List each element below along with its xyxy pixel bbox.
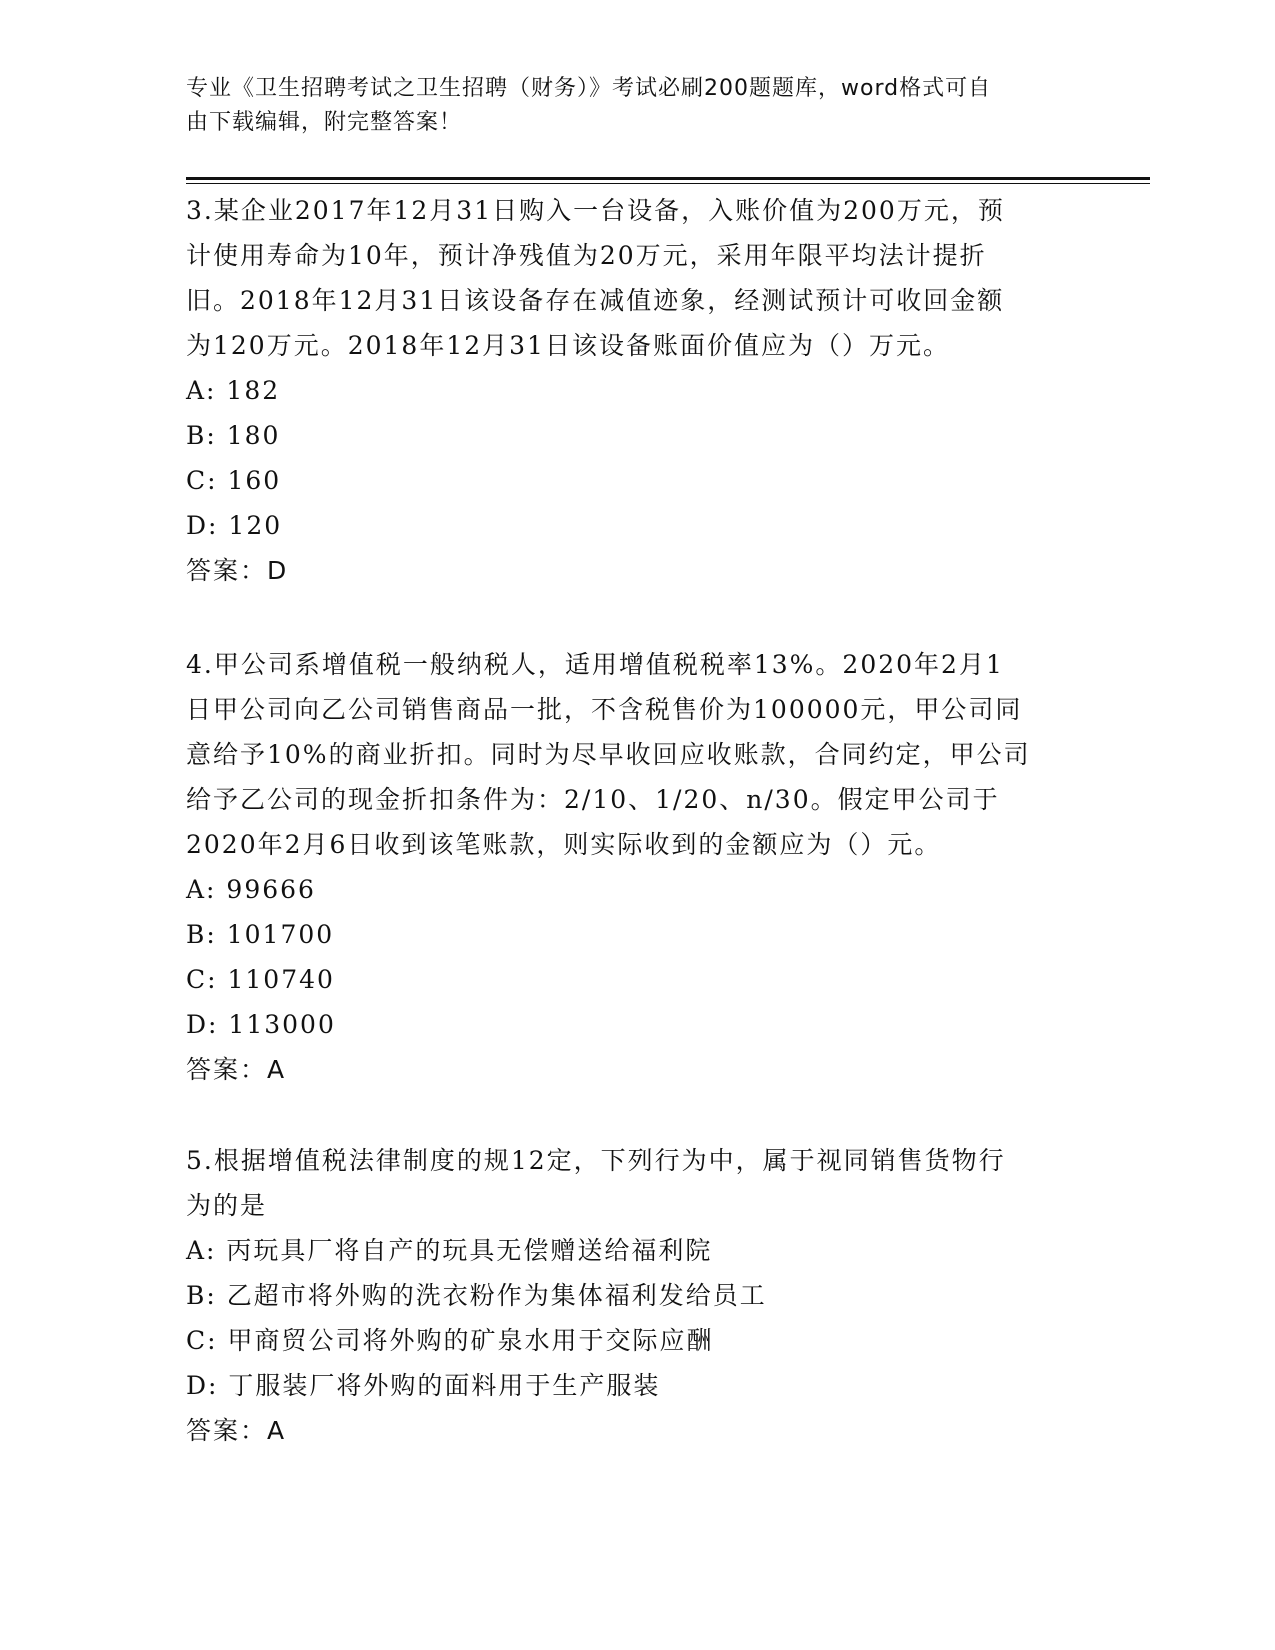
question-3 (186, 188, 1086, 593)
question-3-option-d: D: 120 (186, 511, 283, 540)
question-3-line-2: 计使用寿命为10年，预计净残值为20万元，采用年限平均法计提折 (186, 241, 987, 270)
question-5-answer: 答案：A (186, 1416, 287, 1445)
question-5-option-c: C: 甲商贸公司将外购的矿泉水用于交际应酬 (186, 1326, 714, 1355)
header-line-1: 专业《卫生招聘考试之卫生招聘（财务）》考试必刷200题题库，word格式可自 (186, 76, 992, 101)
question-4-option-a: A: 99666 (186, 875, 316, 904)
question-3-line-4: 为120万元。2018年12月31日该设备账面价值应为（）万元。 (186, 331, 950, 360)
question-3-option-b: B: 180 (186, 421, 281, 450)
question-4-option-d: D: 113000 (186, 1010, 336, 1039)
question-4-answer: 答案：A (186, 1055, 287, 1084)
question-3-answer: 答案：D (186, 556, 289, 585)
question-5-line-2: 为的是 (186, 1191, 268, 1220)
header-divider-thin (186, 183, 1150, 184)
question-4-option-c: C: 110740 (186, 965, 335, 994)
question-4-line-1: 4.甲公司系增值税一般纳税人，适用增值税税率13%。2020年2月1 (186, 650, 1004, 679)
question-5-line-1: 5.根据增值税法律制度的规12定，下列行为中，属于视同销售货物行 (186, 1146, 1006, 1175)
question-4-line-2: 日甲公司向乙公司销售商品一批，不含税售价为100000元，甲公司同 (186, 695, 1023, 724)
question-3-option-a: A: 182 (186, 376, 281, 405)
question-3-line-1: 3.某企业2017年12月31日购入一台设备，入账价值为200万元，预 (186, 196, 1005, 225)
question-5 (186, 1138, 1086, 1453)
header-divider-thick (186, 177, 1150, 180)
question-4-option-b: B: 101700 (186, 920, 335, 949)
question-4-line-4: 给予乙公司的现金折扣条件为：2/10、1/20、n/30。假定甲公司于 (186, 785, 1000, 814)
question-4 (186, 642, 1086, 1092)
header-line-2: 由下载编辑，附完整答案！ (186, 110, 463, 135)
question-4-line-5: 2020年2月6日收到该笔账款，则实际收到的金额应为（）元。 (186, 830, 942, 859)
question-3-line-3: 旧。2018年12月31日该设备存在减值迹象，经测试预计可收回金额 (186, 286, 1005, 315)
question-5-option-d: D: 丁服装厂将外购的面料用于生产服装 (186, 1371, 661, 1400)
question-4-line-3: 意给予10%的商业折扣。同时为尽早收回应收账款，合同约定，甲公司 (186, 740, 1031, 769)
question-5-option-a: A: 丙玩具厂将自产的玩具无偿赠送给福利院 (186, 1236, 713, 1265)
document-header (186, 72, 1066, 140)
question-5-option-b: B: 乙超市将外购的洗衣粉作为集体福利发给员工 (186, 1281, 767, 1310)
question-3-option-c: C: 160 (186, 466, 282, 495)
